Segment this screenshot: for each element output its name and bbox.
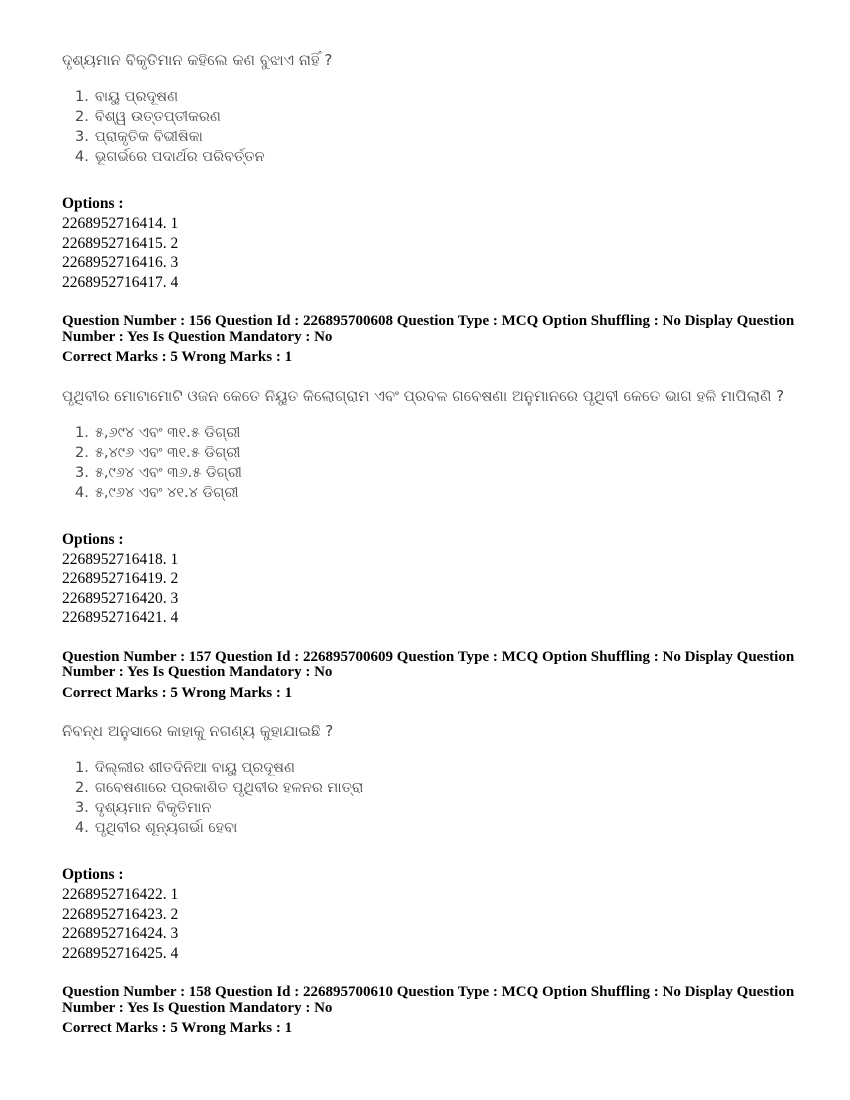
choice-text: ୫,୯୬୪ ଏବଂ ୪୧.୪ ଡିଗ୍ରୀ — [94, 484, 239, 501]
question-metadata — [62, 314, 806, 366]
option-id-row: 2268952716423. 2 — [62, 905, 179, 923]
choice-text: ପ୍ରାକୃତିକ ବିଭୀଷିକା — [94, 129, 203, 145]
choice-text: ୫,୬୯୪ ଏବଂ ୩୧.୫ ଡିଗ୍ରୀ — [94, 424, 241, 441]
choice-item — [75, 483, 806, 503]
choice-item — [75, 443, 806, 463]
choice-item — [75, 798, 806, 818]
choice-number: 4. — [75, 149, 89, 165]
choice-item — [75, 127, 806, 147]
option-id-row: 2268952716425. 4 — [62, 944, 179, 962]
choice-item — [75, 778, 806, 798]
choice-number: 1. — [75, 760, 89, 776]
option-id-row: 2268952716415. 2 — [62, 234, 179, 252]
option-id-row: 2268952716424. 3 — [62, 925, 179, 942]
choice-text: ୫,୪୯୬ ଏବଂ ୩୧.୫ ଡିଗ୍ରୀ — [94, 444, 241, 461]
question-text: ଦୃଶ୍ୟମାନ ବିକୃତିମାନ କହିଲେ କଣ ବୁଝାଏ ନାହିଁ ? — [62, 51, 333, 69]
choice-item — [75, 758, 806, 778]
question-block — [62, 386, 806, 628]
question-metadata-marks: Correct Marks : 5 Wrong Marks : 1 — [62, 349, 293, 365]
choice-number: 3. — [75, 129, 89, 145]
choice-list — [75, 423, 806, 503]
choice-number: 1. — [75, 89, 89, 105]
choice-list — [75, 87, 806, 167]
option-id-row: 2268952716414. 1 — [62, 215, 179, 232]
option-id-row: 2268952716416. 3 — [62, 254, 179, 271]
choice-number: 2. — [75, 109, 89, 125]
choice-text: ବିଶ୍ୱ ଉତ୍ତପ୍ତୀକରଣ — [94, 109, 221, 125]
choice-text: ଦୃଶ୍ୟମାନ ବିକୃତିମାନ — [94, 800, 212, 816]
question-metadata-marks: Correct Marks : 5 Wrong Marks : 1 — [62, 1020, 293, 1036]
choice-item — [75, 87, 806, 107]
choice-number: 2. — [75, 780, 89, 796]
choice-text: ଗବେଷଣାରେ ପ୍ରକାଶିତ ପୃଥିବୀର ହଳନର ମାତ୍ରା — [94, 780, 364, 796]
choice-number: 3. — [75, 464, 89, 481]
question-block — [62, 50, 806, 292]
question-metadata-marks: Correct Marks : 5 Wrong Marks : 1 — [62, 684, 293, 701]
options-heading: Options : — [62, 866, 124, 883]
choice-number: 4. — [75, 484, 89, 501]
choice-item — [75, 818, 806, 838]
choice-text: ପୃଥିବୀର ଶୂନ୍ୟଗର୍ଭା ହେବା — [94, 820, 238, 836]
choice-text: ଦିଲ୍ଲୀର ଶୀତଦିନିଆ ବାୟୁ ପ୍ରଦୂଷଣ — [94, 760, 295, 776]
choice-number: 4. — [75, 820, 89, 836]
choice-text: ୫,୯୬୪ ଏବଂ ୩୬.୫ ଡିଗ୍ରୀ — [94, 464, 242, 481]
question-text: ନିବନ୍ଧ ଅନୁସାରେ କାହାକୁ ନଗଣ୍ୟ କୁହାଯାଇଛି ? — [62, 722, 334, 740]
question-metadata-info: Question Number : 158 Question Id : 226895700610 Question Type : MCQ Option Shuffling : No Display Question Number : Yes Is Question Mandatory : No — [62, 984, 795, 1016]
question-metadata-info: Question Number : 157 Question Id : 226895700609 Question Type : MCQ Option Shuffling : No Display Question Number : Yes Is Question Mandatory : No — [62, 648, 795, 680]
option-id-row: 2268952716421. 4 — [62, 609, 179, 626]
choice-item — [75, 107, 806, 127]
choice-item — [75, 463, 806, 483]
choice-number: 2. — [75, 444, 89, 461]
question-metadata — [62, 985, 806, 1037]
option-id-row: 2268952716417. 4 — [62, 273, 179, 291]
choice-item — [75, 147, 806, 167]
option-id-row: 2268952716420. 3 — [62, 589, 179, 607]
choice-number: 3. — [75, 800, 89, 816]
choice-list — [75, 758, 806, 838]
question-metadata-info: Question Number : 156 Question Id : 226895700608 Question Type : MCQ Option Shuffling : No Display Question Number : Yes Is Question Mandatory : No — [62, 313, 795, 345]
option-id-row: 2268952716418. 1 — [62, 550, 179, 568]
options-heading: Options : — [62, 195, 124, 212]
choice-number: 1. — [75, 424, 89, 441]
option-id-row: 2268952716419. 2 — [62, 570, 179, 587]
options-heading: Options : — [62, 530, 124, 548]
question-text: ପୃଥିବୀର ମୋଟାମୋଟି ଓଜନ କେତେ ନିୟୁତ କିଲୋଗ୍ରାମ ଏବଂ ପ୍ରବଳ ଗବେଷଣା ଅନୁମାନରେ ପୃଥିବୀ କେତେ ଭାଗ ହଳି ମାପିଲାଣି ? — [62, 386, 785, 405]
question-metadata — [62, 650, 806, 702]
question-block — [62, 721, 806, 963]
choice-text: ବାୟୁ ପ୍ରଦୂଷଣ — [94, 89, 179, 105]
choice-item — [75, 423, 806, 443]
choice-text: ଭୂଗର୍ଭରେ ପଦାର୍ଥର ପରିବର୍ତ୍ତନ — [94, 149, 265, 165]
option-id-row: 2268952716422. 1 — [62, 886, 179, 903]
